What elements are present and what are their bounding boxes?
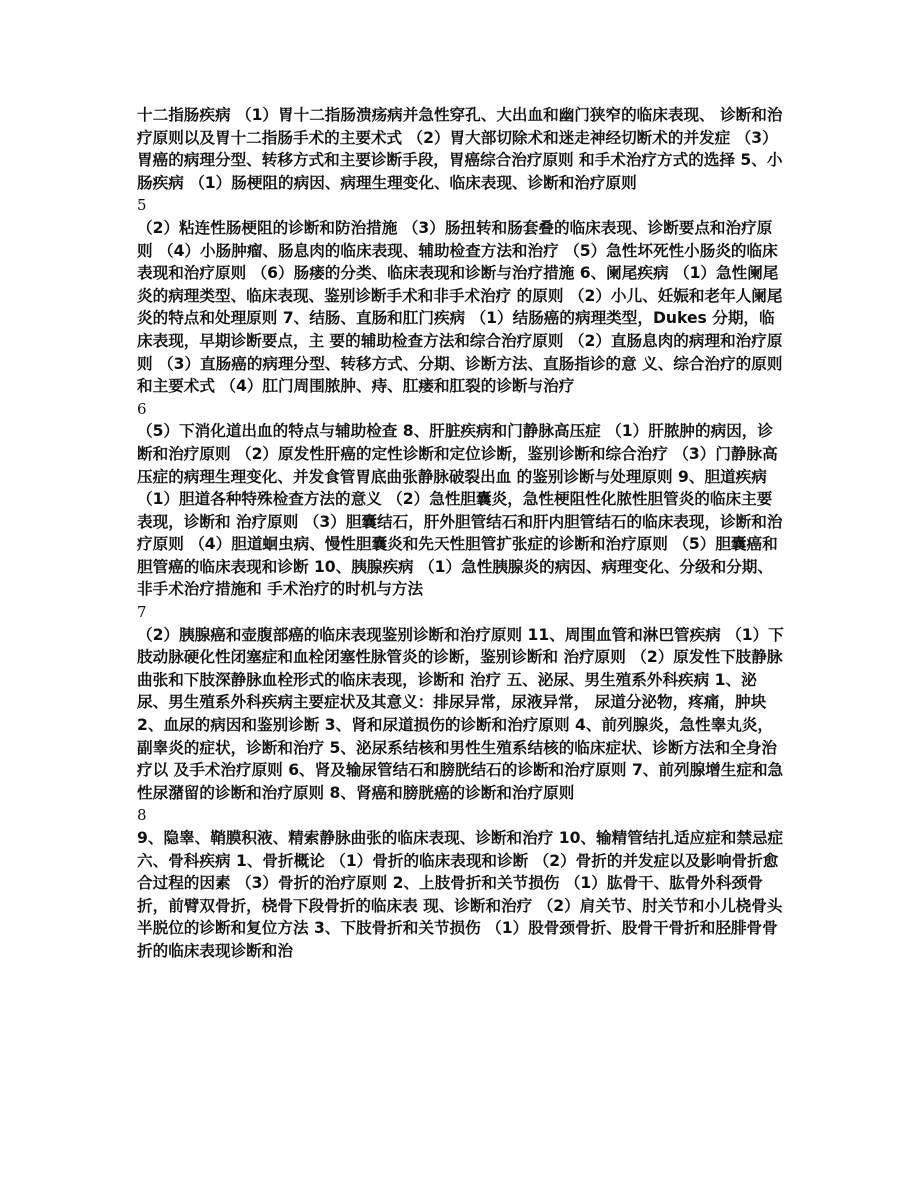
page-number-8: 8 bbox=[137, 806, 147, 825]
page-number-5: 5 bbox=[137, 196, 147, 215]
document-body bbox=[137, 104, 787, 963]
paragraph-liver-biliary-pancreas: （5）下消化道出血的特点与辅助检查 8、肝脏疾病和门静脉高压症 （1）肝脓肿的病因，诊断和治疗原则 （2）原发性肝癌的定性诊断和定位诊断，鉴别诊断和综合治疗 （3）门静脉高压症的病理生理变化、并发食管胃底曲张静脉破裂出血 的鉴别诊断与处理原则 9、胆道疾病 （1）胆道各种特殊检查方法的意义 （2）急性胆囊炎，急性梗阻性化脓性胆管炎的临床主要表现，诊断和 治疗原则 （3）胆囊结石，肝外胆管结石和肝内胆管结石的临床表现，诊断和治 疗原则 （4）胆道蛔虫病、慢性胆囊炎和先天性胆管扩张症的诊断和治疗原则 （5）胆囊癌和胆管癌的临床表现和诊断 10、胰腺疾病 （1）急性胰腺炎的病因、病理变化、分级和分期、非手术治疗措施和 手术治疗的时机与方法 bbox=[137, 422, 783, 599]
paragraph-surgery-stomach-small-intestine: 十二指肠疾病 （1）胃十二指肠溃疡病并急性穿孔、大出血和幽门狭窄的临床表现、 诊断和治疗原则以及胃十二指肠手术的主要术式 （2）胃大部切除术和迷走神经切断术的并发症 （3）胃癌的病理分型、转移方式和主要诊断手段，胃癌综合治疗原则 和手术治疗方式的选择 5、小肠疾病 （1）肠梗阻的病因、病理生理变化、临床表现、诊断和治疗原则 bbox=[137, 106, 783, 192]
page-number-7: 7 bbox=[137, 603, 147, 622]
paragraph-vascular-urology: （2）胰腺癌和壶腹部癌的临床表现鉴别诊断和治疗原则 11、周围血管和淋巴管疾病 （1）下肢动脉硬化性闭塞症和血栓闭塞性脉管炎的诊断，鉴别诊断和 治疗原则 （2）原发性下肢静脉曲张和下肢深静脉血栓形式的临床表现，诊断和 治疗 五、泌尿、男生殖系外科疾病 1、泌尿、男生殖系外科疾病主要症状及其意义：排尿异常，尿液异常， 尿道分泌物，疼痛，肿块 2、血尿的病因和鉴别诊断 3、肾和尿道损伤的诊断和治疗原则 4、前列腺炎，急性睾丸炎，副睾炎的症状，诊断和治疗 5、泌尿系结核和男性生殖系结核的临床症状、诊断方法和全身治疗以 及手术治疗原则 6、肾及输尿管结石和膀胱结石的诊断和治疗原则 7、前列腺增生症和急性尿潴留的诊断和治疗原则 8、肾癌和膀胱癌的诊断和治疗原则 bbox=[137, 625, 784, 802]
paragraph-intestine-appendix-colon: （2）粘连性肠梗阻的诊断和防治措施 （3）肠扭转和肠套叠的临床表现、诊断要点和治疗原则 （4）小肠肿瘤、肠息肉的临床表现、辅助检查方法和治疗 （5）急性坏死性小肠炎的临床表现和治疗原则 （6）肠瘘的分类、临床表现和诊断与治疗措施 6、阑尾疾病 （1）急性阑尾炎的病理类型、临床表现、鉴别诊断手术和非手术治疗 的原则 （2）小儿、妊娠和老年人阑尾炎的特点和处理原则 7、结肠、直肠和肛门疾病 （1）结肠癌的病理类型，Dukes 分期，临床表现，早期诊断要点，主 要的辅助检查方法和综合治疗原则 （2）直肠息肉的病理和治疗原则 （3）直肠癌的病理分型、转移方式、分期、诊断方法、直肠指诊的意 义、综合治疗的原则和主要术式 （4）肛门周围脓肿、痔、肛瘘和肛裂的诊断与治疗 bbox=[137, 218, 783, 396]
paragraph-andrology-orthopedics: 9、隐睾、鞘膜积液、精索静脉曲张的临床表现、诊断和治疗 10、输精管结扎适应症和禁忌症 六、骨科疾病 1、骨折概论 （1）骨折的临床表现和诊断 （2）骨折的并发症以及影响骨折愈合过程的因素 （3）骨折的治疗原则 2、上肢骨折和关节损伤 （1）肱骨干、肱骨外科颈骨折，前臂双骨折，桡骨下段骨折的临床表 现、诊断和治疗 （2）肩关节、肘关节和小儿桡骨头半脱位的诊断和复位方法 3、下肢骨折和关节损伤 （1）股骨颈骨折、股骨干骨折和胫腓骨骨折的临床表现诊断和治 bbox=[137, 829, 784, 960]
page-number-6: 6 bbox=[137, 399, 147, 418]
